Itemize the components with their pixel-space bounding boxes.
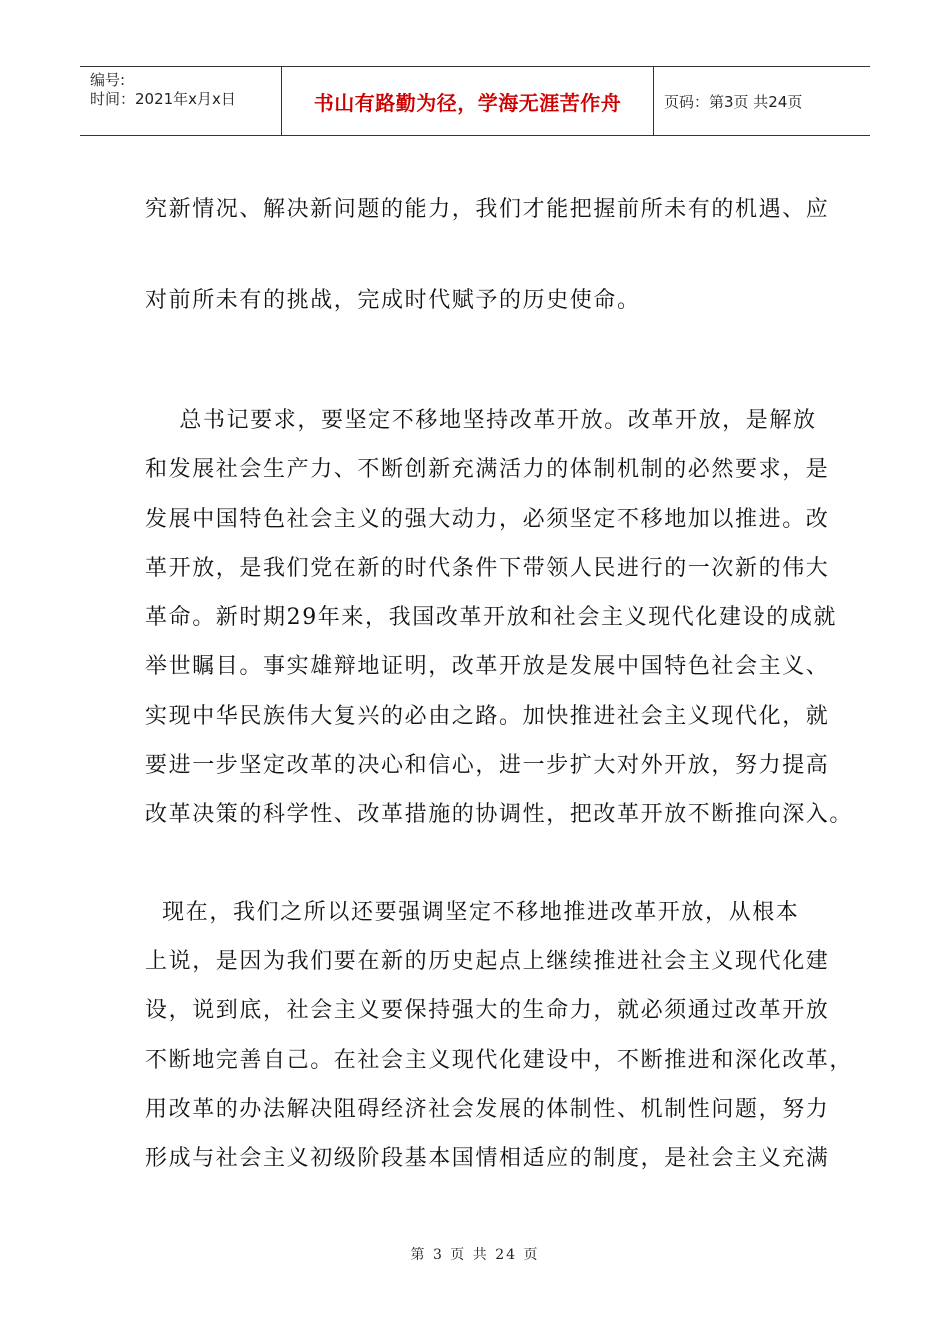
document-header [80, 66, 870, 136]
paragraph [145, 888, 854, 1184]
text-line: 举世瞩目。事实雄辩地证明，改革开放是发展中国特色社会主义、 [145, 654, 830, 680]
text-line: 要进一步坚定改革的决心和信心，进一步扩大对外开放，努力提高 [145, 753, 830, 779]
text-line: 设，说到底，社会主义要保持强大的生命力，就必须通过改革开放 [145, 998, 830, 1024]
header-meta-cell [80, 67, 282, 135]
header-page-cell [654, 67, 870, 135]
paragraph [145, 396, 854, 840]
time-label: 时间：2021年x月x日 [90, 90, 236, 108]
page-footer: 第 3 页 共 24 页 [410, 1247, 540, 1263]
text-line: 对前所未有的挑战，完成时代赋予的历史使命。 [145, 288, 641, 313]
page-info: 页码：第3页 共24页 [664, 92, 803, 111]
text-line: 现在，我们之所以还要强调坚定不移地推进改革开放，从根本 [145, 899, 800, 925]
text-line: 发展中国特色社会主义的强大动力，必须坚定不移地加以推进。改 [145, 506, 830, 532]
text-line: 究新情况、解决新问题的能力，我们才能把握前所未有的机遇、应 [145, 197, 830, 222]
text-line: 不断地完善自己。在社会主义现代化建设中，不断推进和深化改革， [145, 1047, 854, 1073]
text-line: 实现中华民族伟大复兴的必由之路。加快推进社会主义现代化，就 [145, 703, 830, 729]
text-line: 用改革的办法解决阻碍经济社会发展的体制性、机制性问题，努力 [145, 1096, 830, 1122]
document-body [145, 164, 854, 1183]
text-line: 上说，是因为我们要在新的历史起点上继续推进社会主义现代化建 [145, 948, 830, 974]
motto-text: 书山有路勤为径，学海无涯苦作舟 [313, 90, 622, 115]
header-motto-cell [282, 67, 654, 135]
text-line: 革命。新时期29年来，我国改革开放和社会主义现代化建设的成就 [145, 605, 837, 631]
number-label: 编号: [90, 71, 126, 89]
text-line: 革开放，是我们党在新的时代条件下带领人民进行的一次新的伟大 [145, 555, 830, 581]
text-line: 总书记要求，要坚定不移地坚持改革开放。改革开放，是解放 [145, 408, 817, 433]
paragraph [145, 164, 830, 346]
text-line: 改革决策的科学性、改革措施的协调性，把改革开放不断推向深入。 [145, 802, 854, 828]
text-line: 形成与社会主义初级阶段基本国情相适应的制度，是社会主义充满 [145, 1146, 830, 1172]
text-line: 和发展社会生产力、不断创新充满活力的体制机制的必然要求，是 [145, 457, 830, 483]
